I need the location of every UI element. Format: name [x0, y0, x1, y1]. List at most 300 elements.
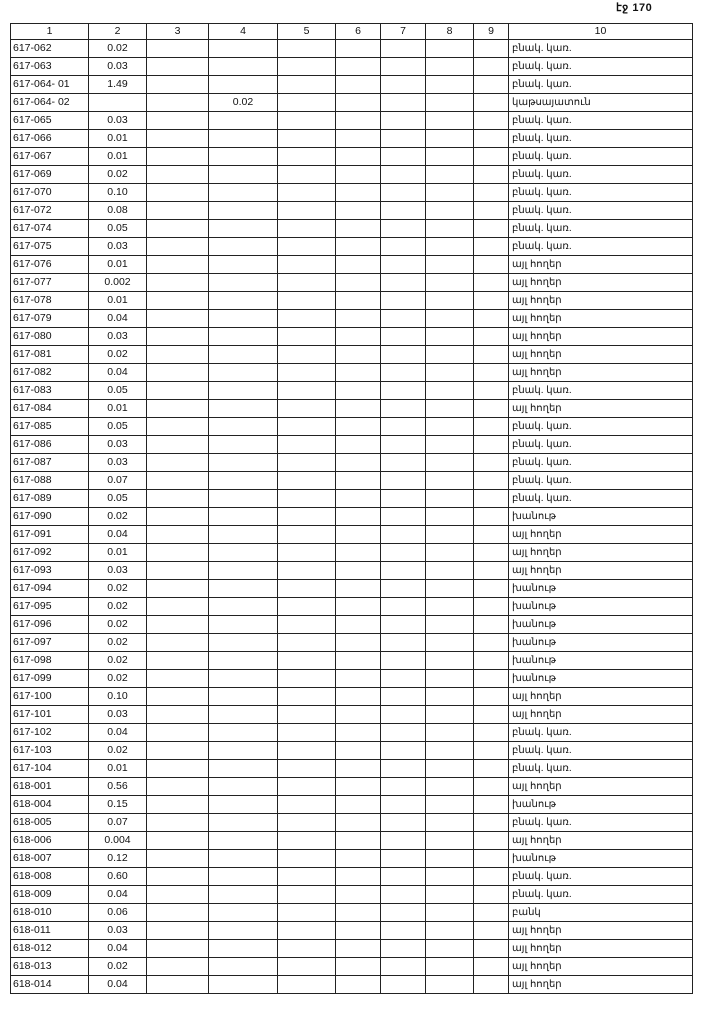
table-row: [11, 724, 693, 742]
page-number-label: էջ 170: [616, 2, 653, 14]
empty-cell: [426, 76, 474, 94]
empty-cell: [147, 670, 209, 688]
table-row: [11, 508, 693, 526]
table-row: [11, 454, 693, 472]
table-row: [11, 472, 693, 490]
empty-cell: [426, 418, 474, 436]
land-use-cell: այլ հողեր: [509, 706, 693, 724]
empty-cell: [336, 940, 381, 958]
area-cell: 0.03: [89, 58, 147, 76]
land-use-cell: այլ հողեր: [509, 256, 693, 274]
empty-cell: [381, 58, 426, 76]
empty-cell: [147, 454, 209, 472]
empty-cell: [336, 472, 381, 490]
column-4-cell: [209, 544, 278, 562]
parcel-id-cell: 618-005: [11, 814, 89, 832]
empty-cell: [278, 328, 336, 346]
table-row: [11, 76, 693, 94]
column-4-cell: [209, 598, 278, 616]
area-cell: 0.04: [89, 364, 147, 382]
column-4-cell: [209, 580, 278, 598]
empty-cell: [474, 112, 509, 130]
empty-cell: [381, 886, 426, 904]
empty-cell: [381, 202, 426, 220]
land-use-cell: բնակ. կառ.: [509, 202, 693, 220]
area-cell: 0.04: [89, 886, 147, 904]
empty-cell: [336, 310, 381, 328]
column-4-cell: [209, 814, 278, 832]
column-header: 5: [278, 24, 336, 40]
empty-cell: [336, 166, 381, 184]
empty-cell: [278, 490, 336, 508]
empty-cell: [474, 328, 509, 346]
empty-cell: [426, 274, 474, 292]
parcel-id-cell: 617-077: [11, 274, 89, 292]
empty-cell: [474, 652, 509, 670]
empty-cell: [147, 490, 209, 508]
table-row: [11, 904, 693, 922]
empty-cell: [426, 832, 474, 850]
empty-cell: [336, 40, 381, 58]
empty-cell: [381, 904, 426, 922]
empty-cell: [474, 148, 509, 166]
area-cell: 0.10: [89, 184, 147, 202]
empty-cell: [426, 130, 474, 148]
empty-cell: [336, 904, 381, 922]
empty-cell: [426, 850, 474, 868]
empty-cell: [336, 634, 381, 652]
table-row: [11, 742, 693, 760]
empty-cell: [381, 454, 426, 472]
land-use-cell: բնակ. կառ.: [509, 724, 693, 742]
empty-cell: [336, 670, 381, 688]
empty-cell: [381, 634, 426, 652]
parcel-id-cell: 617-100: [11, 688, 89, 706]
column-4-cell: [209, 40, 278, 58]
empty-cell: [147, 346, 209, 364]
column-4-cell: [209, 940, 278, 958]
empty-cell: [336, 220, 381, 238]
land-use-cell: բնակ. կառ.: [509, 76, 693, 94]
empty-cell: [278, 868, 336, 886]
empty-cell: [147, 166, 209, 184]
empty-cell: [474, 958, 509, 976]
empty-cell: [381, 562, 426, 580]
empty-cell: [147, 724, 209, 742]
empty-cell: [147, 634, 209, 652]
empty-cell: [426, 724, 474, 742]
land-use-cell: այլ հողեր: [509, 688, 693, 706]
empty-cell: [381, 598, 426, 616]
land-use-cell: բնակ. կառ.: [509, 742, 693, 760]
parcel-id-cell: 617-091: [11, 526, 89, 544]
empty-cell: [381, 310, 426, 328]
empty-cell: [474, 976, 509, 994]
empty-cell: [336, 868, 381, 886]
land-use-cell: բնակ. կառ.: [509, 238, 693, 256]
empty-cell: [381, 868, 426, 886]
parcel-id-cell: 617-097: [11, 634, 89, 652]
table-row: [11, 868, 693, 886]
empty-cell: [381, 382, 426, 400]
empty-cell: [474, 76, 509, 94]
column-4-cell: [209, 922, 278, 940]
column-4-cell: [209, 148, 278, 166]
empty-cell: [336, 778, 381, 796]
empty-cell: [474, 184, 509, 202]
empty-cell: [147, 76, 209, 94]
area-cell: 0.02: [89, 346, 147, 364]
area-cell: 0.01: [89, 130, 147, 148]
land-use-cell: այլ հողեր: [509, 940, 693, 958]
table-row: [11, 580, 693, 598]
parcel-id-cell: 617-087: [11, 454, 89, 472]
land-use-cell: այլ հողեր: [509, 346, 693, 364]
empty-cell: [147, 220, 209, 238]
empty-cell: [336, 922, 381, 940]
column-header: 2: [89, 24, 147, 40]
area-cell: 0.05: [89, 418, 147, 436]
land-use-cell: բնակ. կառ.: [509, 418, 693, 436]
empty-cell: [336, 382, 381, 400]
empty-cell: [474, 40, 509, 58]
empty-cell: [474, 256, 509, 274]
column-4-cell: [209, 742, 278, 760]
empty-cell: [147, 742, 209, 760]
empty-cell: [474, 760, 509, 778]
parcel-id-cell: 617-103: [11, 742, 89, 760]
empty-cell: [147, 202, 209, 220]
parcel-id-cell: 617-064- 01: [11, 76, 89, 94]
land-use-cell: խանութ: [509, 508, 693, 526]
empty-cell: [278, 454, 336, 472]
empty-cell: [147, 472, 209, 490]
column-header: 4: [209, 24, 278, 40]
area-cell: 0.02: [89, 598, 147, 616]
empty-cell: [474, 508, 509, 526]
column-4-cell: 0.02: [209, 94, 278, 112]
table-row: [11, 652, 693, 670]
empty-cell: [147, 760, 209, 778]
empty-cell: [278, 778, 336, 796]
empty-cell: [426, 400, 474, 418]
parcel-id-cell: 618-008: [11, 868, 89, 886]
empty-cell: [381, 472, 426, 490]
empty-cell: [336, 346, 381, 364]
land-use-cell: բնակ. կառ.: [509, 814, 693, 832]
empty-cell: [381, 814, 426, 832]
empty-cell: [381, 346, 426, 364]
land-use-cell: խանութ: [509, 670, 693, 688]
area-cell: 0.04: [89, 310, 147, 328]
land-use-cell: բնակ. կառ.: [509, 472, 693, 490]
empty-cell: [474, 832, 509, 850]
empty-cell: [147, 544, 209, 562]
empty-cell: [474, 670, 509, 688]
empty-cell: [278, 940, 336, 958]
parcel-id-cell: 617-069: [11, 166, 89, 184]
parcel-id-cell: 618-010: [11, 904, 89, 922]
empty-cell: [381, 832, 426, 850]
empty-cell: [278, 382, 336, 400]
column-4-cell: [209, 886, 278, 904]
parcel-id-cell: 617-082: [11, 364, 89, 382]
empty-cell: [278, 508, 336, 526]
column-4-cell: [209, 76, 278, 94]
empty-cell: [474, 346, 509, 364]
empty-cell: [474, 796, 509, 814]
area-cell: 0.15: [89, 796, 147, 814]
empty-cell: [278, 94, 336, 112]
area-cell: 0.01: [89, 148, 147, 166]
empty-cell: [147, 418, 209, 436]
empty-cell: [336, 526, 381, 544]
land-use-cell: բնակ. կառ.: [509, 112, 693, 130]
parcel-id-cell: 617-099: [11, 670, 89, 688]
empty-cell: [381, 760, 426, 778]
parcel-id-cell: 617-066: [11, 130, 89, 148]
empty-cell: [278, 526, 336, 544]
parcel-id-cell: 617-079: [11, 310, 89, 328]
table-row: [11, 634, 693, 652]
area-cell: 0.07: [89, 814, 147, 832]
parcel-id-cell: 618-004: [11, 796, 89, 814]
empty-cell: [147, 256, 209, 274]
empty-cell: [336, 238, 381, 256]
column-4-cell: [209, 670, 278, 688]
parcel-id-cell: 617-076: [11, 256, 89, 274]
table-row: [11, 274, 693, 292]
empty-cell: [147, 526, 209, 544]
area-cell: 0.004: [89, 832, 147, 850]
table-row: [11, 544, 693, 562]
empty-cell: [426, 598, 474, 616]
table-row: [11, 976, 693, 994]
empty-cell: [336, 616, 381, 634]
empty-cell: [336, 544, 381, 562]
empty-cell: [147, 976, 209, 994]
empty-cell: [474, 94, 509, 112]
parcel-id-cell: 617-070: [11, 184, 89, 202]
empty-cell: [278, 472, 336, 490]
empty-cell: [147, 832, 209, 850]
column-header: 9: [474, 24, 509, 40]
table-row: [11, 760, 693, 778]
empty-cell: [381, 922, 426, 940]
empty-cell: [336, 796, 381, 814]
empty-cell: [474, 382, 509, 400]
empty-cell: [336, 436, 381, 454]
area-cell: 0.02: [89, 742, 147, 760]
area-cell: 0.02: [89, 40, 147, 58]
column-4-cell: [209, 850, 278, 868]
table-row: [11, 112, 693, 130]
empty-cell: [381, 670, 426, 688]
table-row: [11, 148, 693, 166]
parcel-id-cell: 617-085: [11, 418, 89, 436]
empty-cell: [474, 238, 509, 256]
area-cell: 0.04: [89, 940, 147, 958]
empty-cell: [426, 472, 474, 490]
empty-cell: [426, 166, 474, 184]
table-row: [11, 328, 693, 346]
parcel-id-cell: 617-104: [11, 760, 89, 778]
empty-cell: [381, 526, 426, 544]
empty-cell: [147, 796, 209, 814]
land-use-cell: այլ հողեր: [509, 832, 693, 850]
area-cell: 0.03: [89, 562, 147, 580]
empty-cell: [278, 634, 336, 652]
empty-cell: [147, 40, 209, 58]
empty-cell: [474, 598, 509, 616]
empty-cell: [278, 346, 336, 364]
empty-cell: [474, 904, 509, 922]
empty-cell: [474, 868, 509, 886]
empty-cell: [426, 742, 474, 760]
empty-cell: [426, 292, 474, 310]
empty-cell: [426, 364, 474, 382]
empty-cell: [147, 652, 209, 670]
area-cell: 0.02: [89, 652, 147, 670]
land-use-cell: խանութ: [509, 580, 693, 598]
parcel-id-cell: 617-081: [11, 346, 89, 364]
parcel-id-cell: 618-013: [11, 958, 89, 976]
area-cell: 0.02: [89, 580, 147, 598]
empty-cell: [381, 976, 426, 994]
column-4-cell: [209, 688, 278, 706]
empty-cell: [381, 130, 426, 148]
empty-cell: [278, 292, 336, 310]
empty-cell: [381, 778, 426, 796]
empty-cell: [474, 400, 509, 418]
parcel-id-cell: 617-067: [11, 148, 89, 166]
land-use-cell: բնակ. կառ.: [509, 490, 693, 508]
empty-cell: [336, 508, 381, 526]
area-cell: 0.01: [89, 256, 147, 274]
land-use-cell: բնակ. կառ.: [509, 40, 693, 58]
empty-cell: [336, 598, 381, 616]
parcel-id-cell: 617-094: [11, 580, 89, 598]
empty-cell: [426, 184, 474, 202]
table-row: [11, 850, 693, 868]
empty-cell: [426, 202, 474, 220]
column-4-cell: [209, 652, 278, 670]
empty-cell: [147, 616, 209, 634]
empty-cell: [426, 976, 474, 994]
empty-cell: [474, 166, 509, 184]
empty-cell: [147, 958, 209, 976]
parcel-id-cell: 617-101: [11, 706, 89, 724]
empty-cell: [426, 310, 474, 328]
empty-cell: [426, 40, 474, 58]
table-row: [11, 490, 693, 508]
empty-cell: [147, 94, 209, 112]
empty-cell: [336, 58, 381, 76]
empty-cell: [336, 256, 381, 274]
land-use-cell: խանութ: [509, 634, 693, 652]
land-use-cell: խանութ: [509, 850, 693, 868]
empty-cell: [147, 688, 209, 706]
table-row: [11, 436, 693, 454]
empty-cell: [426, 382, 474, 400]
empty-cell: [474, 922, 509, 940]
area-cell: 0.07: [89, 472, 147, 490]
empty-cell: [381, 724, 426, 742]
empty-cell: [336, 130, 381, 148]
table-row: [11, 526, 693, 544]
empty-cell: [147, 940, 209, 958]
empty-cell: [474, 130, 509, 148]
empty-cell: [147, 814, 209, 832]
area-cell: 0.04: [89, 976, 147, 994]
empty-cell: [381, 652, 426, 670]
empty-cell: [426, 922, 474, 940]
empty-cell: [474, 706, 509, 724]
empty-cell: [426, 256, 474, 274]
empty-cell: [336, 832, 381, 850]
empty-cell: [336, 148, 381, 166]
table-row: [11, 400, 693, 418]
empty-cell: [336, 886, 381, 904]
parcel-id-cell: 617-072: [11, 202, 89, 220]
column-4-cell: [209, 418, 278, 436]
column-4-cell: [209, 184, 278, 202]
empty-cell: [278, 202, 336, 220]
empty-cell: [381, 940, 426, 958]
empty-cell: [426, 814, 474, 832]
empty-cell: [336, 490, 381, 508]
land-use-cell: այլ հողեր: [509, 976, 693, 994]
parcel-id-cell: 617-084: [11, 400, 89, 418]
land-use-cell: խանութ: [509, 598, 693, 616]
table-row: [11, 382, 693, 400]
column-4-cell: [209, 436, 278, 454]
empty-cell: [381, 742, 426, 760]
column-header: 3: [147, 24, 209, 40]
empty-cell: [381, 112, 426, 130]
parcel-id-cell: 617-096: [11, 616, 89, 634]
empty-cell: [426, 328, 474, 346]
empty-cell: [278, 688, 336, 706]
empty-cell: [381, 490, 426, 508]
table-row: [11, 166, 693, 184]
area-cell: 0.56: [89, 778, 147, 796]
empty-cell: [381, 220, 426, 238]
empty-cell: [278, 76, 336, 94]
empty-cell: [336, 76, 381, 94]
empty-cell: [474, 562, 509, 580]
empty-cell: [381, 76, 426, 94]
empty-cell: [278, 130, 336, 148]
empty-cell: [278, 400, 336, 418]
empty-cell: [474, 220, 509, 238]
empty-cell: [381, 184, 426, 202]
column-4-cell: [209, 166, 278, 184]
empty-cell: [278, 706, 336, 724]
empty-cell: [278, 220, 336, 238]
empty-cell: [381, 40, 426, 58]
column-4-cell: [209, 706, 278, 724]
parcel-id-cell: 617-083: [11, 382, 89, 400]
empty-cell: [474, 778, 509, 796]
empty-cell: [474, 634, 509, 652]
parcel-id-cell: 617-093: [11, 562, 89, 580]
empty-cell: [336, 202, 381, 220]
parcel-id-cell: 617-075: [11, 238, 89, 256]
empty-cell: [278, 544, 336, 562]
empty-cell: [474, 688, 509, 706]
parcel-id-cell: 618-007: [11, 850, 89, 868]
